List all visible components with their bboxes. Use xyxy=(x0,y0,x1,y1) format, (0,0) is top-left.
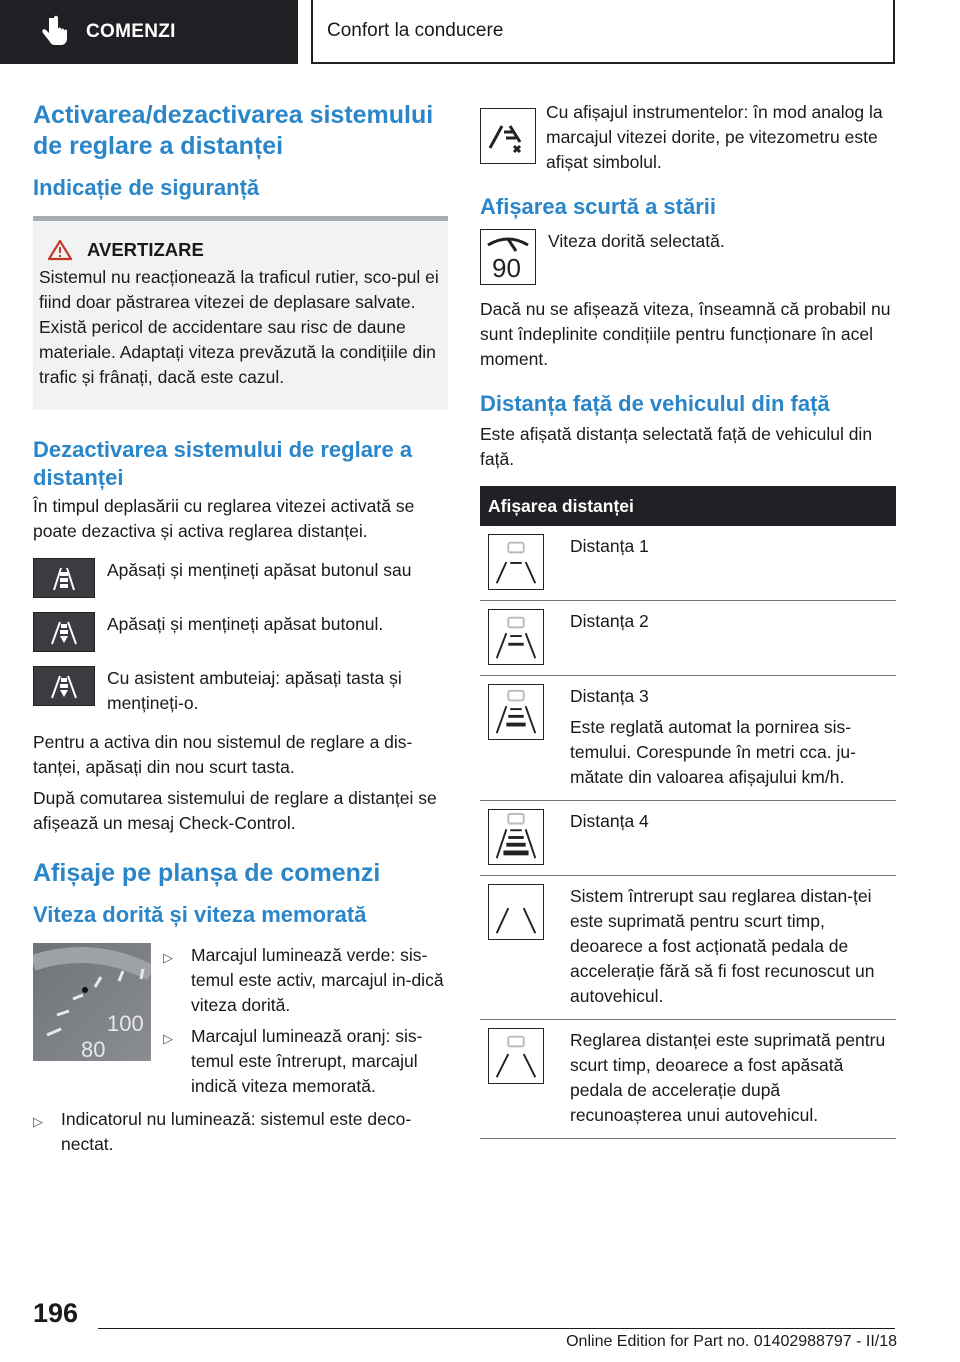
distance-table-header: Afișarea distanței xyxy=(480,486,896,526)
heading-safety: Indicație de siguranță xyxy=(33,175,260,200)
speedometer-section xyxy=(33,943,448,1099)
warning-triangle-icon xyxy=(47,239,73,261)
paragraph-distance: Este afișată distanța selectată față de vehiculul din față. xyxy=(480,424,873,469)
speedometer-gauge-image xyxy=(33,943,151,1061)
table-row xyxy=(480,676,896,801)
row-title: Sistem întrerupt sau reglarea distan-ței este suprimată pentru scurt timp, deoarece a fost acționată pedala de accelerație fără să fi fost recunoscut un autovehicul. xyxy=(570,886,875,1006)
bullet-triangle-icon: ▷ xyxy=(163,1031,173,1046)
warning-text: Sistemul nu reacționează la traficul rutier, sco-pul ei fiind doar păstrarea vitezei de deplasare salvate. Există pericol de accidentare sau risc de daune materiale. Adaptați viteza prevăzută la condițiile din trafic și frânați, dacă este cazul. xyxy=(39,267,439,387)
heading-deactivation: Dezactivarea sistemului de reglare a distanței xyxy=(33,437,413,490)
footer-divider xyxy=(98,1328,895,1329)
button-instruction-1-text: Apăsați și mențineți apăsat butonul sau xyxy=(107,560,412,580)
button-instruction-2-text: Apăsați și mențineți apăsat butonul. xyxy=(107,614,384,634)
table-row xyxy=(480,526,896,601)
row-title: Distanța 2 xyxy=(570,611,649,631)
distance-2-icon xyxy=(488,609,544,665)
warning-box xyxy=(33,216,448,410)
distance-1-icon xyxy=(488,534,544,590)
section-tab xyxy=(0,0,298,64)
section-label: COMENZI xyxy=(86,21,176,42)
row-title: Distanța 3 xyxy=(570,686,649,706)
distance-4-icon xyxy=(488,809,544,865)
row-title: Reglarea distanței este suprimată pentru scurt timp, deoarece a fost apăsată pedala de accelerație după recunoașterea unui autovehicul. xyxy=(570,1030,886,1125)
row-note: Este reglată automat la pornirea sis-temului. Corespunde în metri cca. ju-mătate din valoarea afișajului km/h. xyxy=(570,717,856,787)
distance-button-icon xyxy=(33,558,95,598)
bullet-off: ▷ Indicatorul nu luminează: sistemul este deco-nectat. xyxy=(33,1107,448,1157)
paragraph-instrument: Cu afișajul instrumentelor: în mod analog la marcajul vitezei dorite, pe vitezometru este afișat simbolul. xyxy=(546,102,883,172)
gauge-label-80: 80 xyxy=(81,1037,106,1061)
traffic-jam-button-icon xyxy=(33,666,95,706)
status-text: Viteza dorită selectată. xyxy=(548,231,725,251)
bullet-triangle-icon: ▷ xyxy=(163,950,173,965)
button-instruction-1 xyxy=(33,558,448,598)
instrument-symbol-row xyxy=(480,100,896,175)
system-interrupted-icon xyxy=(488,884,544,940)
heading-activation: Activarea/dezactivarea sistemului de reglare a distanței xyxy=(33,101,434,160)
distance-suppressed-icon xyxy=(488,1028,544,1084)
row-title: Distanța 4 xyxy=(570,811,649,831)
hand-pointer-icon xyxy=(36,14,72,50)
button-instruction-3 xyxy=(33,666,448,716)
chapter-title: Confort la conducere xyxy=(311,0,895,64)
row-title: Distanța 1 xyxy=(570,536,649,556)
paragraph-reactivate: Pentru a activa din nou sistemul de reglare a dis-tanței, apăsați din nou scurt tasta. xyxy=(33,732,413,777)
cruise-symbol-icon xyxy=(480,108,536,164)
footer-edition: Online Edition for Part no. 01402988797 - II/18 xyxy=(566,1333,897,1350)
bullet-triangle-icon: ▷ xyxy=(33,1114,43,1129)
gauge-label-100: 100 xyxy=(107,1011,144,1036)
bullet-green: ▷ Marcajul luminează verde: sis-temul este activ, marcajul in-dică viteza dorită. xyxy=(163,943,448,1018)
button-instruction-3-text: Cu asistent ambuteiaj: apăsați tasta și mențineți-o. xyxy=(107,668,402,713)
speed-status-icon xyxy=(480,229,536,285)
paragraph-deactivation: În timpul deplasării cu reglarea vitezei activată se poate dezactiva și activa reglarea distanței. xyxy=(33,496,415,541)
left-column xyxy=(33,100,448,1157)
warning-title: AVERTIZARE xyxy=(87,239,204,260)
table-row xyxy=(480,801,896,876)
table-row xyxy=(480,601,896,676)
table-row xyxy=(480,876,896,1020)
heading-displays: Afișaje pe planșa de comenzi xyxy=(33,859,381,887)
right-column xyxy=(480,100,896,1139)
distance-button-down-icon xyxy=(33,612,95,652)
page-number: 196 xyxy=(33,1298,79,1328)
paragraph-nospeed: Dacă nu se afișează viteza, înseamnă că probabil nu sunt îndeplinite condițiile pentru funcționare în acel moment. xyxy=(480,299,891,369)
paragraph-checkcontrol: După comutarea sistemului de reglare a distanței se afișează un mesaj Check-Control. xyxy=(33,788,437,833)
speed-bullets xyxy=(163,943,448,1099)
bullet-orange: ▷ Marcajul luminează oranj: sis-temul este întrerupt, marcajul indică viteza memorată. xyxy=(163,1024,448,1099)
table-row xyxy=(480,1020,896,1139)
distance-3-icon xyxy=(488,684,544,740)
status-row xyxy=(480,229,896,285)
heading-distance: Distanța față de vehiculul din față xyxy=(480,391,830,416)
status-speed-value: 90 xyxy=(492,253,521,283)
heading-status: Afișarea scurtă a stării xyxy=(480,194,717,219)
button-instruction-2 xyxy=(33,612,448,652)
heading-speed: Viteza dorită și viteza memorată xyxy=(33,902,367,927)
